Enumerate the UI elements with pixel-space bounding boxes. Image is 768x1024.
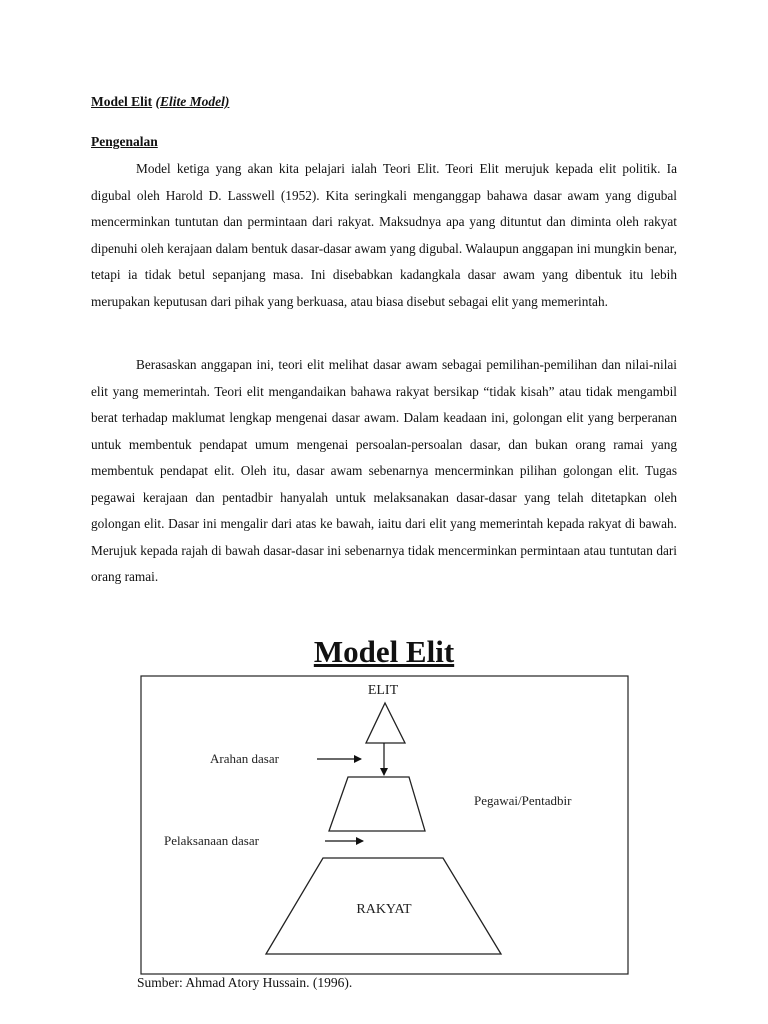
label-arahan-dasar: Arahan dasar	[210, 751, 279, 766]
figure-title-text: Model Elit	[313, 634, 455, 669]
label-pegawai-pentadbir: Pegawai/Pentadbir	[474, 793, 572, 808]
elit-triangle	[366, 703, 405, 743]
label-elit: ELIT	[367, 683, 399, 698]
section-heading: Pengenalan	[91, 134, 158, 149]
paragraph-2: Berasaskan anggapan ini, teori elit melihat dasar awam sebagai pemilihan-pemilihan dan nilai-nilai elit yang memerintah. Teori elit mengandaikan bahawa rakyat bersikap “tidak kisah” atau tidak mengambil berat terhadap maklumat lengkap mengenai dasar awam. Dalam keadaan ini, golongan elit yang berperanan untuk membentuk pendapat umum mengenai persoalan-persoalan dasar, dan bukan orang ramai yang membentuk pendapat elit. Oleh itu, dasar awam sebenarnya mencerminkan pilihan golongan elit. Tugas pegawai kerajaan dan pentadbir hanyalah untuk melaksanakan dasar-dasar yang telah ditetapkan oleh golongan elit. Dasar ini mengalir dari atas ke bawah, iaitu dari elit yang memerintah kepada rakyat di bawah. Merujuk kepada rajah di bawah dasar-dasar ini sebenarnya tidak mencerminkan permintaan atau tuntutan dari orang ramai.	[91, 357, 677, 584]
paragraph-1: Model ketiga yang akan kita pelajari ialah Teori Elit. Teori Elit merujuk kepada elit politik. Ia digubal oleh Harold D. Lasswell (1952). Kita seringkali menganggap bahawa dasar awam yang digubal mencerminkan tuntutan dan permintaan dari rakyat. Maksudnya apa yang dituntut dan diminta oleh rakyat dipenuhi oleh kerajaan dalam bentuk dasar-dasar awam yang digubal. Walaupun anggapan ini mungkin benar, tetapi ia tidak betul sepanjang masa. Ini disebabkan kadangkala dasar awam yang dibentuk itu lebih merupakan keputusan dari pihak yang berkuasa, atau biasa disebut sebagai elit yang memerintah.	[91, 161, 677, 309]
title-italic: (Elite Model)	[155, 94, 230, 109]
title-main: Model Elit	[91, 94, 153, 109]
diagram-frame	[141, 676, 628, 974]
pegawai-trapezoid	[329, 777, 425, 831]
label-rakyat: RAKYAT	[356, 902, 412, 917]
figure-source: Sumber: Ahmad Atory Hussain. (1996).	[137, 975, 353, 990]
label-pelaksanaan-dasar: Pelaksanaan dasar	[164, 833, 259, 848]
